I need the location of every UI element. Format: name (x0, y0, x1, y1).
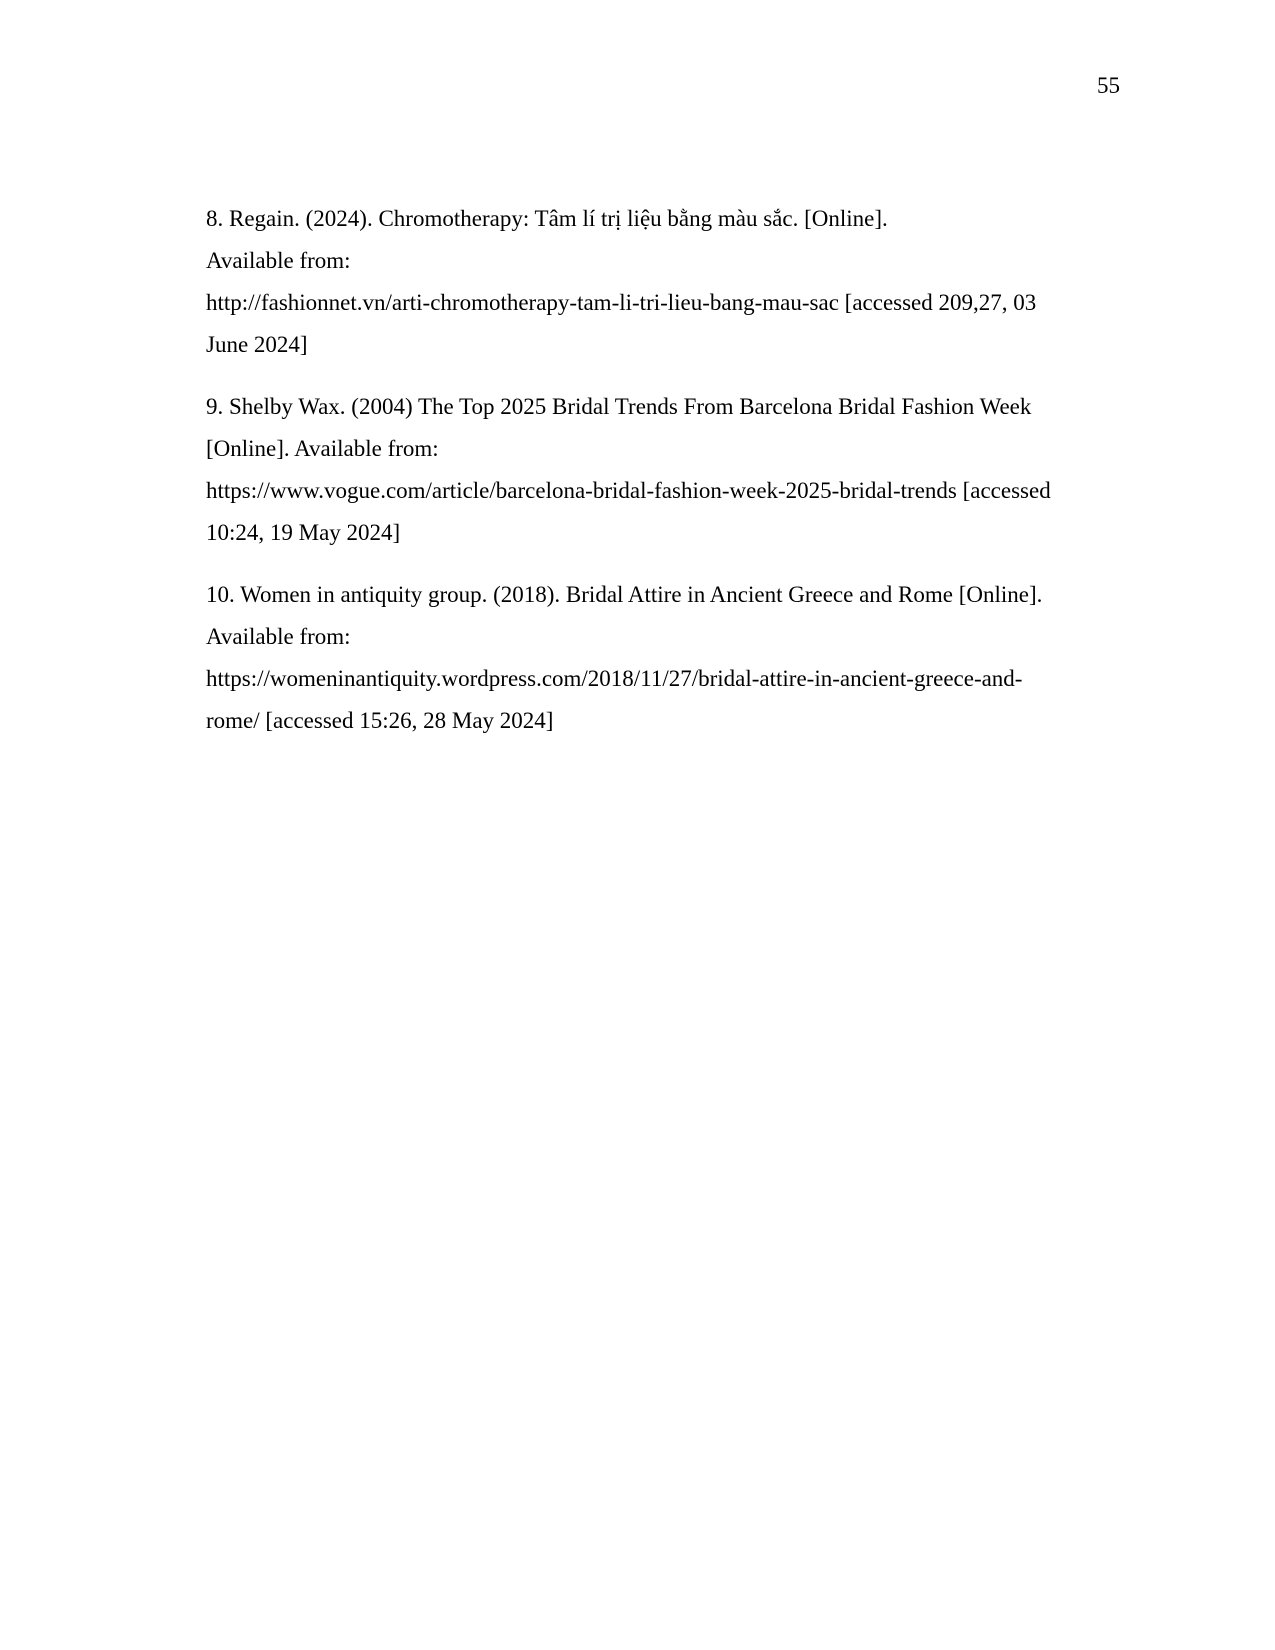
reference-line: 10:24, 19 May 2024] (206, 520, 401, 545)
reference-entry-10 (206, 574, 1120, 742)
reference-line: 10. Women in antiquity group. (2018). Bridal Attire in Ancient Greece and Rome [Online]. (206, 582, 1043, 607)
reference-line: June 2024] (206, 332, 308, 357)
reference-url: https://womeninantiquity.wordpress.com/2018/11/27/bridal-attire-in-ancient-greece-and- (206, 666, 1023, 691)
reference-line: Available from: (206, 248, 351, 273)
reference-line: 8. Regain. (2024). Chromotherapy: Tâm lí trị liệu bằng màu sắc. [Online]. (206, 206, 888, 231)
reference-line: [Online]. Available from: (206, 436, 439, 461)
reference-url: http://fashionnet.vn/arti-chromotherapy-tam-li-tri-lieu-bang-mau-sac [accessed 209,27, 03 (206, 290, 1037, 315)
page-number: 55 (1097, 73, 1120, 98)
reference-line: Available from: (206, 624, 351, 649)
reference-entry-9 (206, 386, 1120, 554)
reference-list (206, 198, 1120, 762)
reference-url: https://www.vogue.com/article/barcelona-bridal-fashion-week-2025-bridal-trends [accessed (206, 478, 1051, 503)
reference-entry-8 (206, 198, 1120, 366)
reference-line: rome/ [accessed 15:26, 28 May 2024] (206, 708, 554, 733)
reference-line: 9. Shelby Wax. (2004) The Top 2025 Bridal Trends From Barcelona Bridal Fashion Week (206, 394, 1032, 419)
